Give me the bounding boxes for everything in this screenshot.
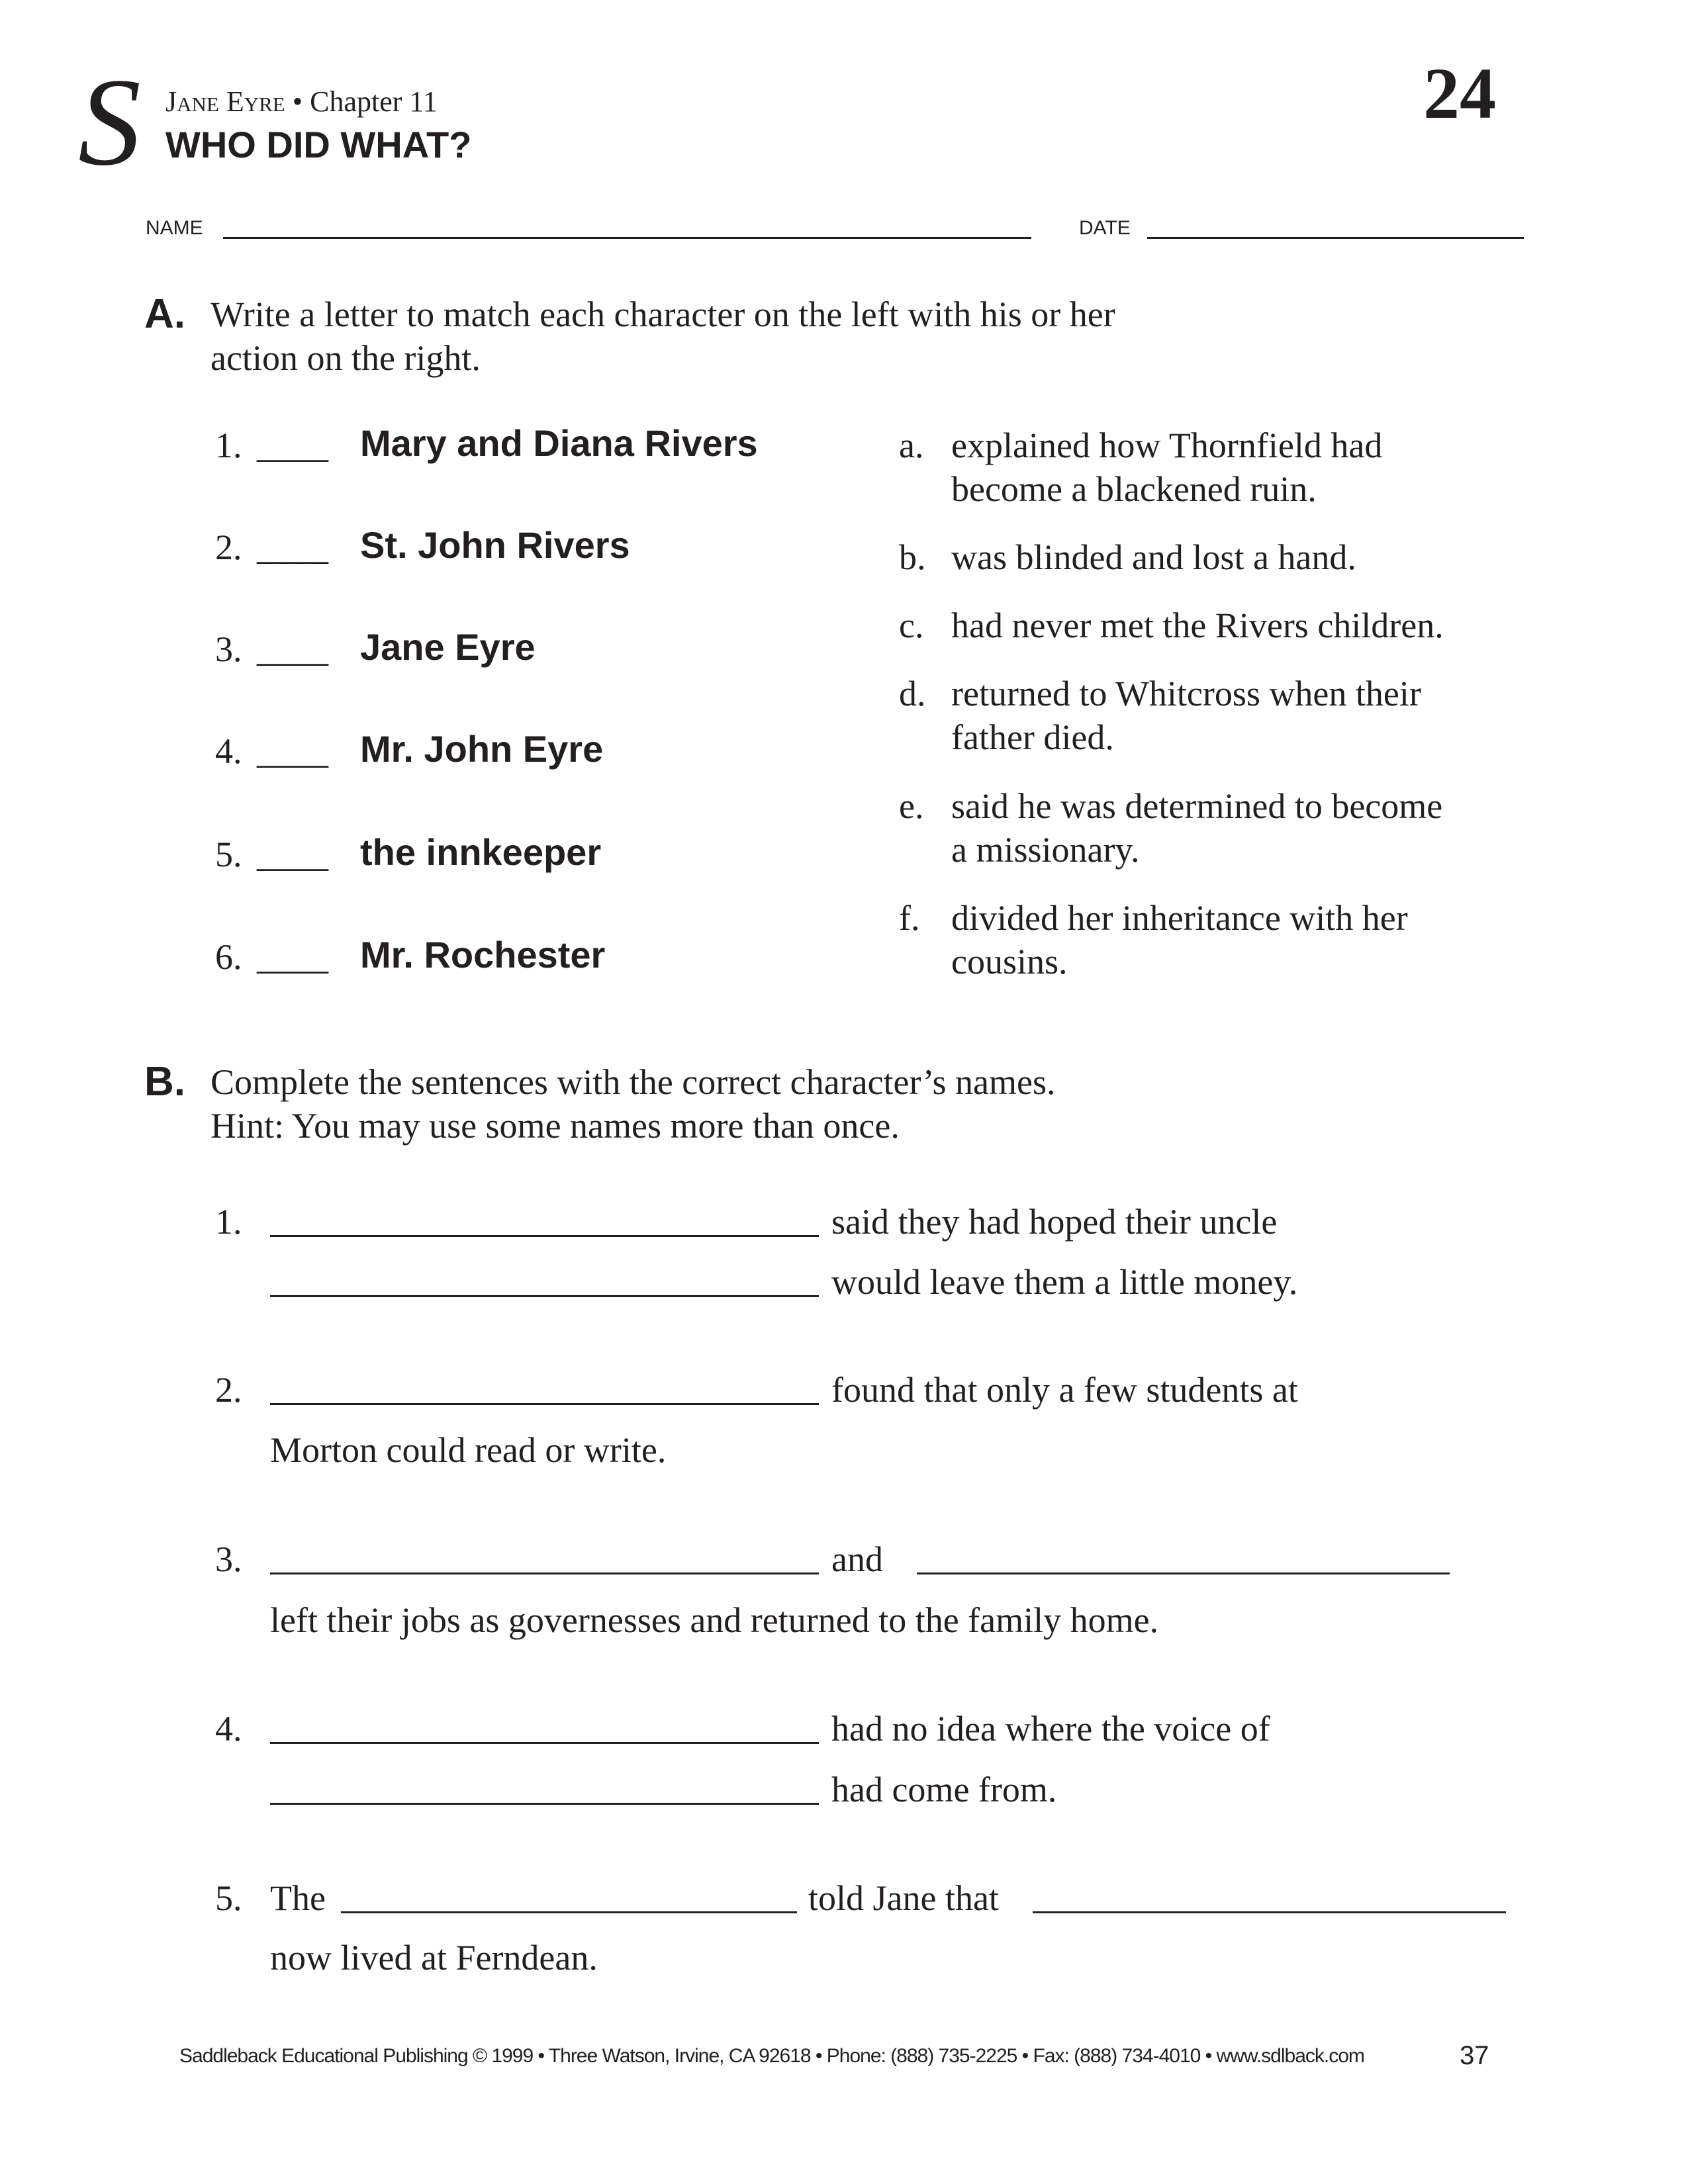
section-b-letter: B. [144,1059,185,1105]
b-text: told Jane that [808,1878,999,1918]
action-letter: f. [899,898,920,938]
action-letter: c. [899,606,924,645]
character-name: Mary and Diana Rivers [360,422,758,464]
b1-blank-1[interactable] [270,1235,819,1237]
action-text: had never met the Rivers children. [951,606,1444,645]
date-label: DATE [1079,217,1131,239]
b-text: now lived at Ferndean. [270,1938,598,1978]
action-text: returned to Whitcross when their [951,674,1421,713]
date-field[interactable] [1147,237,1524,239]
instruction-line: Write a letter to match each character on the left with his or her [211,295,1115,334]
action-letter: a. [899,426,924,465]
b4-blank-1[interactable] [270,1742,819,1744]
b3-blank-2[interactable] [917,1572,1450,1574]
book-chapter [165,85,438,118]
b-text: The [270,1878,326,1918]
logo: S [78,53,141,192]
b-num: 4. [215,1709,242,1749]
character-name: Mr. John Eyre [360,728,604,770]
instruction-line: Complete the sentences with the correct character’s names. [211,1062,1056,1102]
action-text: was blinded and lost a hand. [951,537,1356,577]
action-text: explained how Thornfield had [951,426,1383,465]
answer-blank[interactable]: ____ [257,629,328,669]
b-num: 1. [215,1202,242,1242]
character-number: 4. [215,731,242,771]
action-text: divided her inheritance with her [951,898,1408,938]
answer-blank[interactable]: ____ [257,937,328,977]
worksheet-number: 24 [1423,53,1496,134]
b-text: Morton could read or write. [270,1430,667,1470]
page-number: 37 [1460,2041,1489,2070]
action-letter: d. [899,674,926,713]
footer-credit: Saddleback Educational Publishing © 1999 • Three Watson, Irvine, CA 92618 • Phone: (888) 735-2225 • Fax: (888) 734-4010 • www.sdlback.com [179,2045,1364,2067]
b-text: found that only a few students at [831,1370,1298,1410]
b-text: said they had hoped their uncle [831,1202,1278,1242]
b-text: had come from. [831,1770,1057,1809]
name-field[interactable] [223,237,1031,239]
section-a-instructions [211,293,1115,380]
worksheet-title: WHO DID WHAT? [165,124,472,165]
character-name: St. John Rivers [360,524,630,566]
character-number: 5. [215,835,242,874]
action-text: a missionary. [951,830,1140,870]
separator: • [292,85,303,118]
b5-blank-1[interactable] [341,1911,797,1913]
b-text: would leave them a little money. [831,1262,1298,1302]
b-text: had no idea where the voice of [831,1709,1270,1749]
b-num: 2. [215,1370,242,1410]
character-name: Mr. Rochester [360,934,606,976]
answer-blank[interactable]: ____ [257,527,328,567]
book-title: Jane Eyre [165,85,285,118]
b5-blank-2[interactable] [1033,1911,1506,1913]
action-text: cousins. [951,942,1068,981]
action-letter: b. [899,537,926,577]
character-number: 2. [215,527,242,567]
answer-blank[interactable]: ____ [257,835,328,874]
b2-blank[interactable] [270,1403,819,1405]
character-number: 6. [215,937,242,977]
b-num: 5. [215,1878,242,1918]
chapter: Chapter 11 [310,85,438,118]
b-text: left their jobs as governesses and returned to the family home. [270,1600,1159,1640]
instruction-line: action on the right. [211,338,481,378]
character-number: 3. [215,629,242,669]
character-name: Jane Eyre [360,626,536,668]
b4-blank-2[interactable] [270,1803,819,1805]
action-text: father died. [951,717,1114,757]
section-a-letter: A. [144,291,185,337]
character-name: the innkeeper [360,831,602,873]
b-num: 3. [215,1539,242,1579]
action-text: said he was determined to become [951,786,1443,826]
name-label: NAME [146,217,203,239]
answer-blank[interactable]: ____ [257,426,328,465]
b1-blank-2[interactable] [270,1295,819,1297]
answer-blank[interactable]: ____ [257,731,328,771]
action-text: become a blackened ruin. [951,469,1317,509]
b-text: and [831,1539,883,1579]
b3-blank-1[interactable] [270,1572,819,1574]
section-b-instructions [211,1060,1055,1148]
action-letter: e. [899,786,924,826]
instruction-line: Hint: You may use some names more than once. [211,1106,900,1146]
character-number: 1. [215,426,242,465]
